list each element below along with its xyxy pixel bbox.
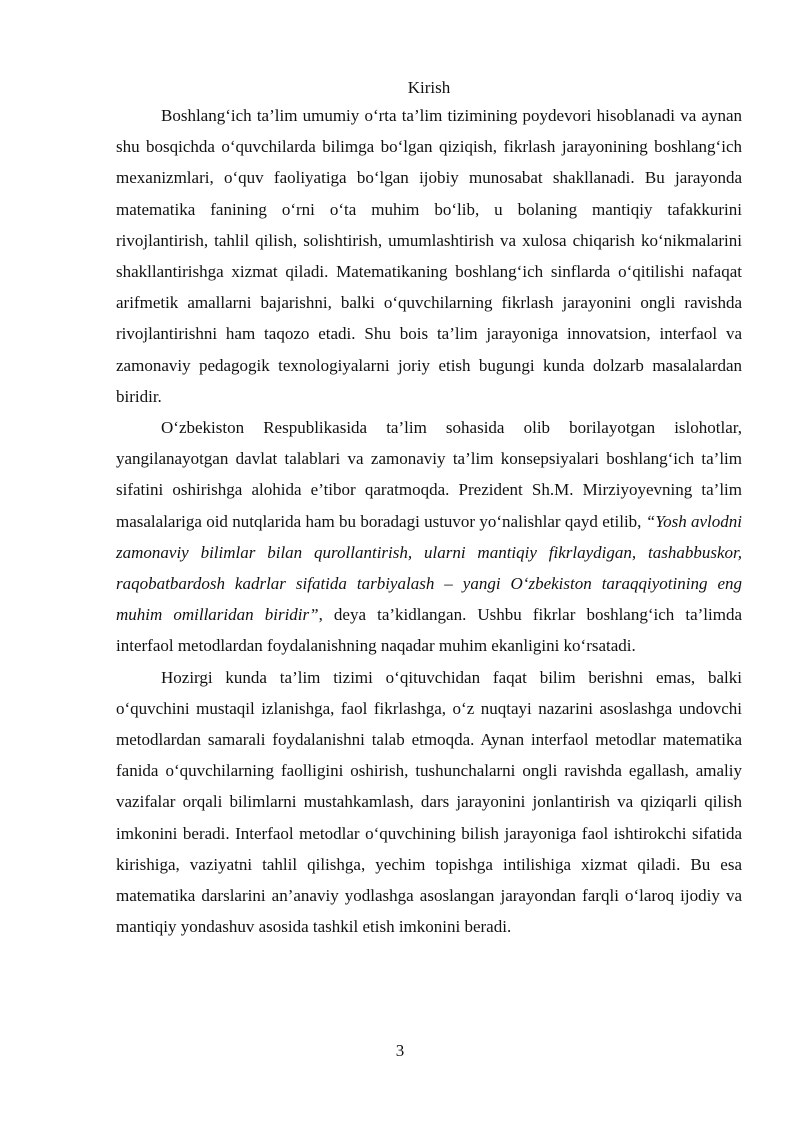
paragraph-1: Boshlang‘ich ta’lim umumiy o‘rta ta’lim tizimining poydevori hisoblanadi va aynan shu bosqichda o‘quvchilarda bilimga bo‘lgan qiziqish, fikrlash jarayonining boshlang‘ich mexanizmlari, o‘quv faoliyatiga bo‘lgan ijobiy munosabat shakllanadi. Bu jarayonda matematika fanining o‘rni o‘ta muhim bo‘lib, u bolaning mantiqiy tafakkurini rivojlantirish, tahlil qilish, solishtirish, umumlashtirish va xulosa chiqarish ko‘nikmalarini shakllantirishga xizmat qiladi. Matematikaning boshlang‘ich sinflarda o‘qitilishi nafaqat arifmetik amallarni bajarishni, balki o‘quvchilarning fikrlash jarayonini ongli ravishda rivojlantirishni ham taqozo etadi. Shu bois ta’lim jarayoniga innovatsion, interfaol va zamonaviy pedagogik texnologiyalarni joriy etish bugungi kunda dolzarb masalalardan biridir. xyxy=(116,106,742,406)
section-title: Kirish xyxy=(407,78,451,97)
paragraph-3: Hozirgi kunda ta’lim tizimi o‘qituvchidan faqat bilim berishni emas, balki o‘quvchini mustaqil izlanishga, faol fikrlashga, o‘z nuqtayi nazarini asoslashga undovchi metodlardan samarali foydalanishni talab etmoqda. Aynan interfaol metodlar matematika fanida o‘quvchilarning faolligini oshirish, tushunchalarni ongli ravishda egallash, amaliy vazifalar orqali bilimlarni mustahkamlash, dars jarayonini jonlantirish va qiziqarli qilish imkonini beradi. Interfaol metodlar o‘quvchining bilish jarayoniga faol ishtirokchi sifatida kirishiga, vaziyatni tahlil qilishga, yechim topishga intilishiga xizmat qiladi. Bu esa matematika darslarini an’anaviy yodlashga asoslangan jarayondan farqli o‘laroq ijodiy va mantiqiy yondashuv asosida tashkil etish imkonini beradi. xyxy=(116,667,742,937)
president-quote: “Yosh avlodni zamonaviy bilimlar bilan qurollantirish, ularni mantiqiy fikrlaydigan, tashabbuskor, raqobatbardosh kadrlar sifatida tarbiyalash – yangi O‘zbekiston taraqqiyotining eng muhim omillaridan biridir” xyxy=(116,511,742,625)
page-number: 3 xyxy=(395,1041,405,1060)
paragraph-2-conclusion: , deya ta’kidlangan. Ushbu fikrlar boshlang‘ich ta’limda interfaol metodlardan foydalanishning naqadar muhim ekanligini ko‘rsatadi. xyxy=(116,605,742,656)
paragraph-2-intro: O‘zbekiston Respublikasida ta’lim sohasida olib borilayotgan islohotlar, yangilanayotgan davlat talablari va zamonaviy ta’lim konsepsiyalari boshlang‘ich ta’lim sifatini oshirishga alohida e’tibor qaratmoqda. Prezident Sh.M. Mirziyoyevning ta’lim masalalariga oid nutqlarida ham bu boradagi ustuvor yo‘nalishlar qayd etilib, xyxy=(116,418,742,531)
paragraph-2 xyxy=(116,412,742,662)
document-page xyxy=(116,76,742,942)
